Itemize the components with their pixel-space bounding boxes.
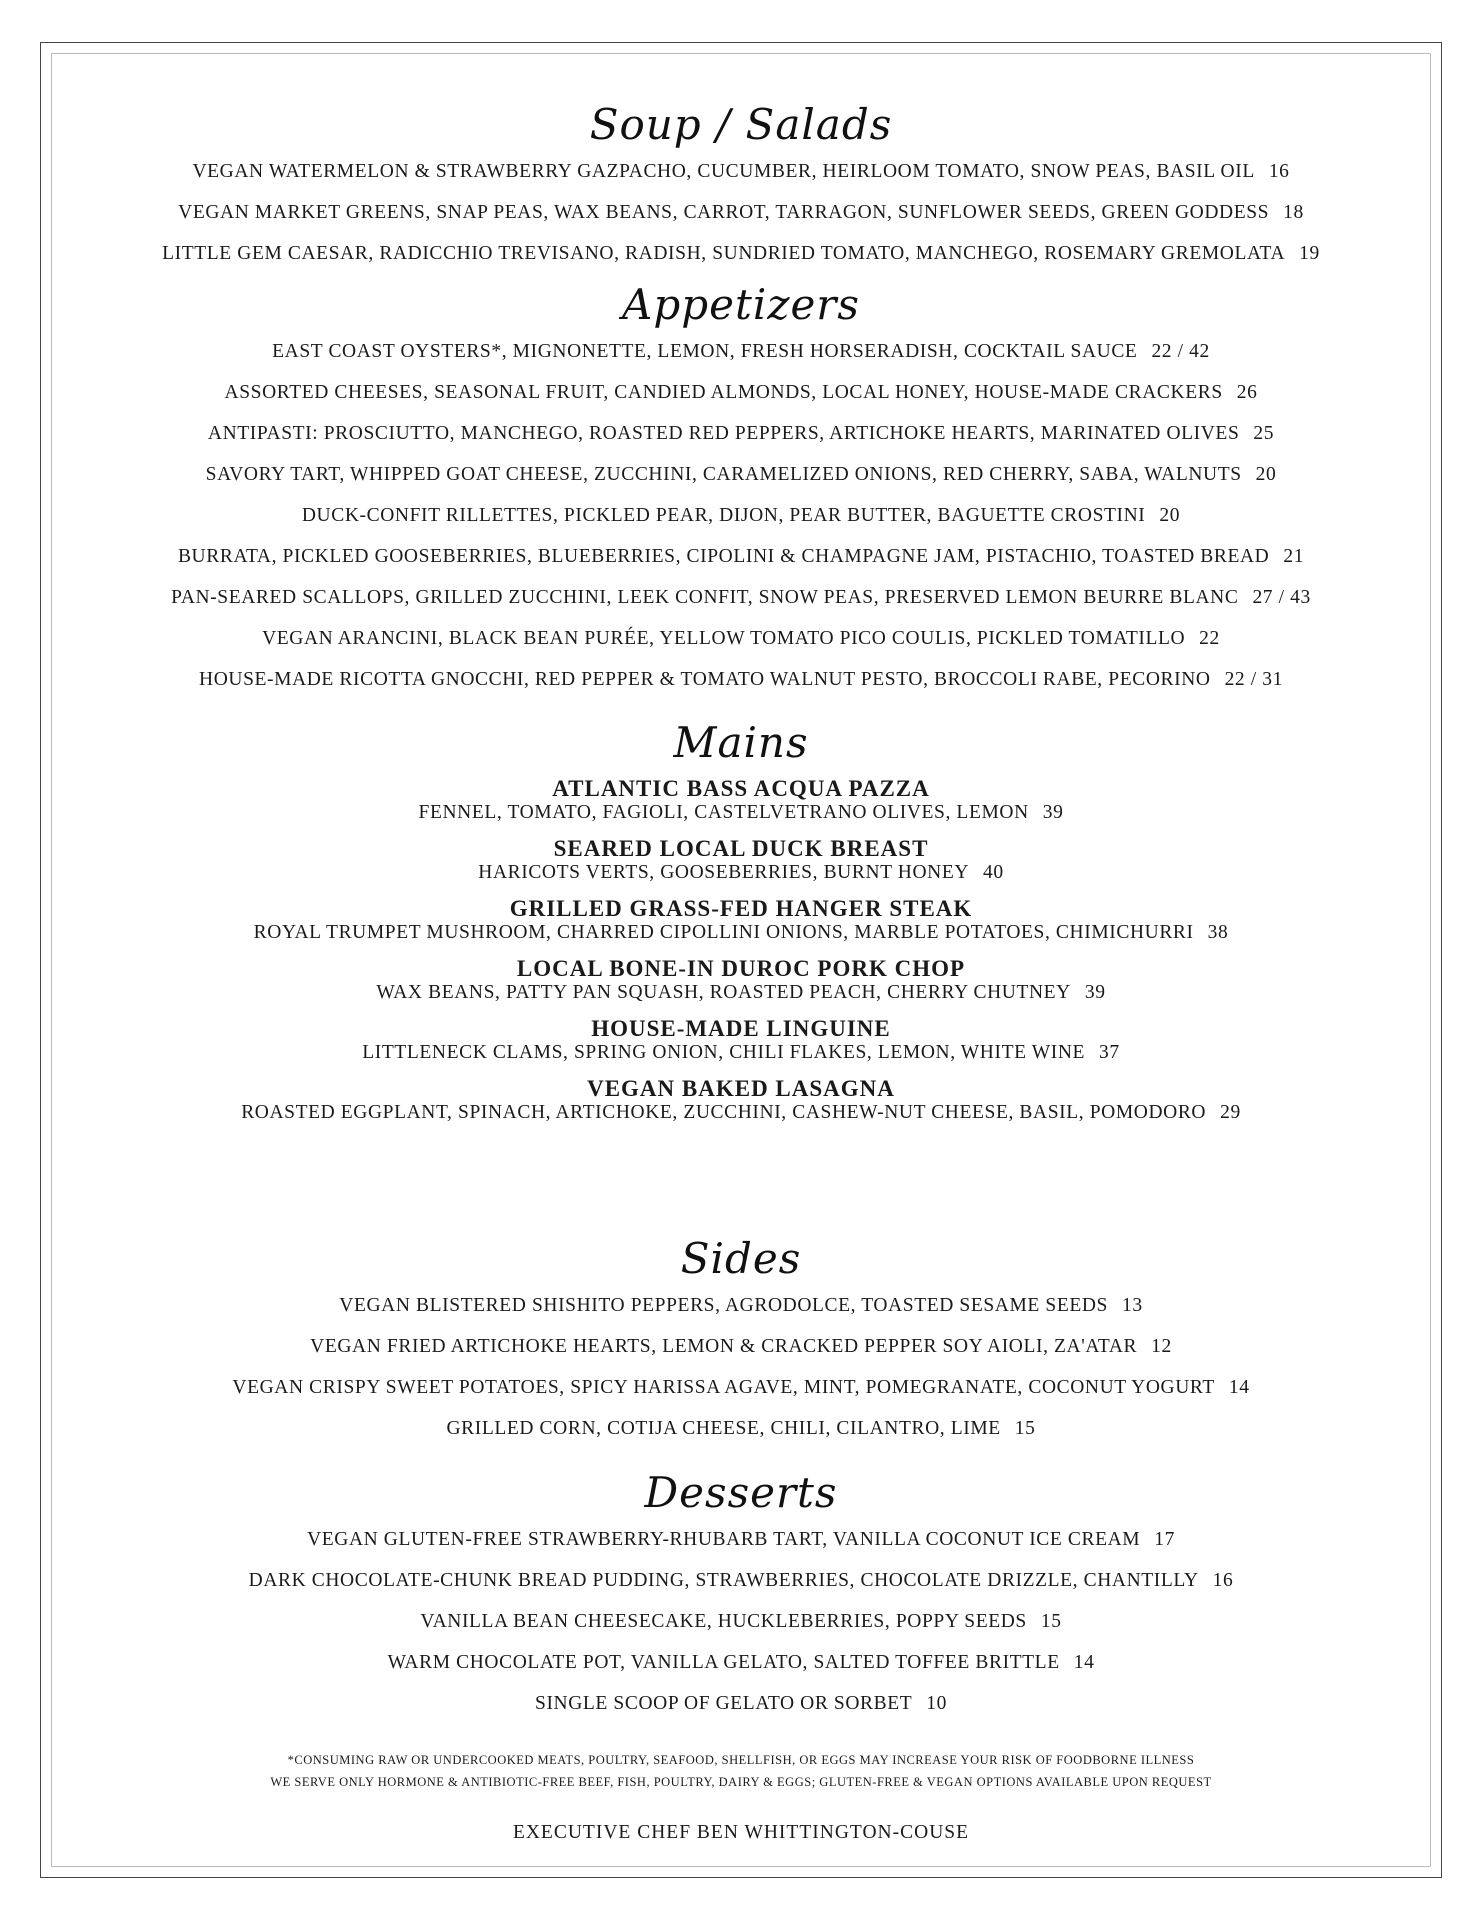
menu-item bbox=[51, 577, 1431, 618]
menu-item-price: 12 bbox=[1151, 1336, 1172, 1357]
section-items bbox=[51, 1519, 1431, 1724]
menu-item-price: 16 bbox=[1212, 1570, 1234, 1591]
menu-item bbox=[51, 151, 1431, 192]
main-dish-desc-text: WAX BEANS, PATTY PAN SQUASH, ROASTED PEACH, CHERRY CHUTNEY bbox=[376, 982, 1071, 1003]
main-dish-desc-text: HARICOTS VERTS, GOOSEBERRIES, BURNT HONEY bbox=[478, 862, 970, 883]
menu-item bbox=[51, 618, 1431, 659]
main-dish bbox=[51, 1017, 1431, 1065]
main-dish-name: LOCAL BONE-IN DUROC PORK CHOP bbox=[516, 956, 966, 981]
main-dish-name: HOUSE-MADE LINGUINE bbox=[591, 1016, 891, 1041]
menu-item-text: DARK CHOCOLATE-CHUNK BREAD PUDDING, STRAWBERRIES, CHOCOLATE DRIZZLE, CHANTILLY bbox=[248, 1570, 1199, 1591]
menu-item-price: 25 bbox=[1253, 423, 1275, 444]
section-heading: Mains bbox=[673, 718, 809, 767]
menu-item bbox=[51, 331, 1431, 372]
menu-item-text: VEGAN CRISPY SWEET POTATOES, SPICY HARISSA AGAVE, MINT, POMEGRANATE, COCONUT YOGURT bbox=[232, 1377, 1215, 1398]
section-appetizers bbox=[51, 279, 1431, 700]
menu-item bbox=[51, 372, 1431, 413]
section-heading: Sides bbox=[680, 1234, 802, 1283]
menu-item-text: ASSORTED CHEESES, SEASONAL FRUIT, CANDIED ALMONDS, LOCAL HONEY, HOUSE-MADE CRACKERS bbox=[224, 382, 1223, 403]
main-dish-price: 29 bbox=[1220, 1102, 1241, 1123]
main-dish-description bbox=[51, 981, 1431, 1005]
menu-item-text: PAN-SEARED SCALLOPS, GRILLED ZUCCHINI, LEEK CONFIT, SNOW PEAS, PRESERVED LEMON BEURRE BLANC bbox=[171, 587, 1239, 608]
section-heading: Soup / Salads bbox=[589, 100, 893, 149]
main-dish-description bbox=[51, 921, 1431, 945]
menu-item bbox=[51, 1519, 1431, 1560]
main-dish-desc-text: LITTLENECK CLAMS, SPRING ONION, CHILI FLAKES, LEMON, WHITE WINE bbox=[362, 1042, 1086, 1063]
menu-item-text: VEGAN GLUTEN-FREE STRAWBERRY-RHUBARB TART, VANILLA COCONUT ICE CREAM bbox=[307, 1529, 1141, 1550]
menu-item-price: 26 bbox=[1236, 382, 1258, 403]
main-dish bbox=[51, 957, 1431, 1005]
menu-item bbox=[51, 495, 1431, 536]
menu-item-text: LITTLE GEM CAESAR, RADICCHIO TREVISANO, RADISH, SUNDRIED TOMATO, MANCHEGO, ROSEMARY GREMOLATA bbox=[162, 243, 1286, 264]
menu-item-text: ANTIPASTI: PROSCIUTTO, MANCHEGO, ROASTED RED PEPPERS, ARTICHOKE HEARTS, MARINATED OLIVES bbox=[207, 423, 1240, 444]
menu-item bbox=[51, 1367, 1431, 1408]
footnote-sourcing: WE SERVE ONLY HORMONE & ANTIBIOTIC-FREE BEEF, FISH, POULTRY, DAIRY & EGGS; GLUTEN-FREE & VEGAN OPTIONS AVAILABLE UPON REQUEST bbox=[270, 1775, 1212, 1789]
menu-item bbox=[51, 1326, 1431, 1367]
section-heading: Appetizers bbox=[622, 280, 860, 329]
menu-item bbox=[51, 1642, 1431, 1683]
menu-item-text: HOUSE-MADE RICOTTA GNOCCHI, RED PEPPER & TOMATO WALNUT PESTO, BROCCOLI RABE, PECORINO bbox=[199, 669, 1211, 690]
menu-item-text: VEGAN WATERMELON & STRAWBERRY GAZPACHO, CUCUMBER, HEIRLOOM TOMATO, SNOW PEAS, BASIL OIL bbox=[192, 161, 1255, 182]
section-mains bbox=[51, 717, 1431, 1125]
section-desserts bbox=[51, 1467, 1431, 1724]
menu-item-text: WARM CHOCOLATE POT, VANILLA GELATO, SALTED TOFFEE BRITTLE bbox=[387, 1652, 1060, 1673]
menu-item bbox=[51, 1285, 1431, 1326]
menu-item bbox=[51, 1560, 1431, 1601]
menu-item-price: 20 bbox=[1255, 464, 1277, 485]
menu-item-price: 22 / 31 bbox=[1224, 669, 1283, 690]
menu-item-price: 16 bbox=[1268, 161, 1290, 182]
menu-item-text: VEGAN MARKET GREENS, SNAP PEAS, WAX BEANS, CARROT, TARRAGON, SUNFLOWER SEEDS, GREEN GODDESS bbox=[178, 202, 1270, 223]
section-items bbox=[51, 151, 1431, 274]
section-items bbox=[51, 331, 1431, 700]
menu-item-text: GRILLED CORN, COTIJA CHEESE, CHILI, CILANTRO, LIME bbox=[446, 1418, 1001, 1439]
main-dish-description bbox=[51, 861, 1431, 885]
menu-item bbox=[51, 233, 1431, 274]
menu-item bbox=[51, 413, 1431, 454]
menu-item-text: VEGAN ARANCINI, BLACK BEAN PURÉE, YELLOW TOMATO PICO COULIS, PICKLED TOMATILLO bbox=[262, 628, 1186, 649]
section-sides bbox=[51, 1233, 1431, 1449]
menu-item bbox=[51, 192, 1431, 233]
menu-item-price: 27 / 43 bbox=[1252, 587, 1311, 608]
menu-item-price: 22 / 42 bbox=[1151, 341, 1210, 362]
footnote-raw-food-warning: *CONSUMING RAW OR UNDERCOOKED MEATS, POULTRY, SEAFOOD, SHELLFISH, OR EGGS MAY INCREASE YOUR RISK OF FOODBORNE ILLNESS bbox=[287, 1753, 1195, 1767]
menu-item-price: 18 bbox=[1283, 202, 1304, 223]
menu-item-price: 15 bbox=[1014, 1418, 1036, 1439]
menu-item-price: 10 bbox=[926, 1693, 947, 1714]
main-dish-name: GRILLED GRASS-FED HANGER STEAK bbox=[509, 896, 973, 921]
main-dish-price: 38 bbox=[1207, 922, 1229, 943]
main-dish-price: 39 bbox=[1084, 982, 1106, 1003]
menu-item-price: 14 bbox=[1228, 1377, 1250, 1398]
menu-item-price: 13 bbox=[1122, 1295, 1143, 1316]
menu-item-text: VEGAN FRIED ARTICHOKE HEARTS, LEMON & CRACKED PEPPER SOY AIOLI, ZA'ATAR bbox=[310, 1336, 1138, 1357]
menu-item bbox=[51, 1601, 1431, 1642]
main-dish-description bbox=[51, 1041, 1431, 1065]
main-dish bbox=[51, 777, 1431, 825]
section-items bbox=[51, 777, 1431, 1125]
main-dish bbox=[51, 837, 1431, 885]
menu-item bbox=[51, 454, 1431, 495]
menu-item-text: EAST COAST OYSTERS*, MIGNONETTE, LEMON, FRESH HORSERADISH, COCKTAIL SAUCE bbox=[272, 341, 1138, 362]
menu-item-text: DUCK-CONFIT RILLETTES, PICKLED PEAR, DIJON, PEAR BUTTER, BAGUETTE CROSTINI bbox=[301, 505, 1146, 526]
main-dish-desc-text: FENNEL, TOMATO, FAGIOLI, CASTELVETRANO OLIVES, LEMON bbox=[418, 802, 1029, 823]
main-dish bbox=[51, 897, 1431, 945]
section-items bbox=[51, 1285, 1431, 1449]
menu-item-price: 19 bbox=[1299, 243, 1320, 264]
section-heading: Desserts bbox=[644, 1468, 838, 1517]
menu-item-text: VANILLA BEAN CHEESECAKE, HUCKLEBERRIES, POPPY SEEDS bbox=[420, 1611, 1027, 1632]
main-dish-price: 37 bbox=[1099, 1042, 1120, 1063]
menu-item bbox=[51, 659, 1431, 700]
main-dish-desc-text: ROYAL TRUMPET MUSHROOM, CHARRED CIPOLLINI ONIONS, MARBLE POTATOES, CHIMICHURRI bbox=[253, 922, 1194, 943]
menu-item-price: 22 bbox=[1199, 628, 1220, 649]
menu-item bbox=[51, 536, 1431, 577]
menu-item-text: SAVORY TART, WHIPPED GOAT CHEESE, ZUCCHINI, CARAMELIZED ONIONS, RED CHERRY, SABA, WALNUTS bbox=[205, 464, 1242, 485]
footnotes bbox=[51, 1749, 1431, 1793]
main-dish-price: 39 bbox=[1042, 802, 1064, 823]
main-dish-description bbox=[51, 1101, 1431, 1125]
menu-item-price: 14 bbox=[1073, 1652, 1095, 1673]
menu-item-price: 15 bbox=[1040, 1611, 1062, 1632]
main-dish bbox=[51, 1077, 1431, 1125]
menu-item-price: 20 bbox=[1159, 505, 1181, 526]
main-dish-price: 40 bbox=[983, 862, 1004, 883]
menu-item-text: SINGLE SCOOP OF GELATO OR SORBET bbox=[535, 1693, 913, 1714]
section-soup-salads bbox=[51, 99, 1431, 274]
main-dish-name: ATLANTIC BASS ACQUA PAZZA bbox=[552, 776, 930, 801]
main-dish-name: SEARED LOCAL DUCK BREAST bbox=[553, 836, 929, 861]
main-dish-name: VEGAN BAKED LASAGNA bbox=[587, 1076, 895, 1101]
main-dish-desc-text: ROASTED EGGPLANT, SPINACH, ARTICHOKE, ZUCCHINI, CASHEW-NUT CHEESE, BASIL, POMODORO bbox=[241, 1102, 1207, 1123]
menu-item-text: VEGAN BLISTERED SHISHITO PEPPERS, AGRODOLCE, TOASTED SESAME SEEDS bbox=[339, 1295, 1108, 1316]
chef-credit: EXECUTIVE CHEF BEN WHITTINGTON-COUSE bbox=[512, 1822, 970, 1843]
menu-item-price: 21 bbox=[1283, 546, 1305, 567]
menu-item bbox=[51, 1408, 1431, 1449]
main-dish-description bbox=[51, 801, 1431, 825]
menu-item-text: BURRATA, PICKLED GOOSEBERRIES, BLUEBERRIES, CIPOLINI & CHAMPAGNE JAM, PISTACHIO, TOASTED BREAD bbox=[177, 546, 1270, 567]
menu-item bbox=[51, 1683, 1431, 1724]
menu-item-price: 17 bbox=[1154, 1529, 1175, 1550]
